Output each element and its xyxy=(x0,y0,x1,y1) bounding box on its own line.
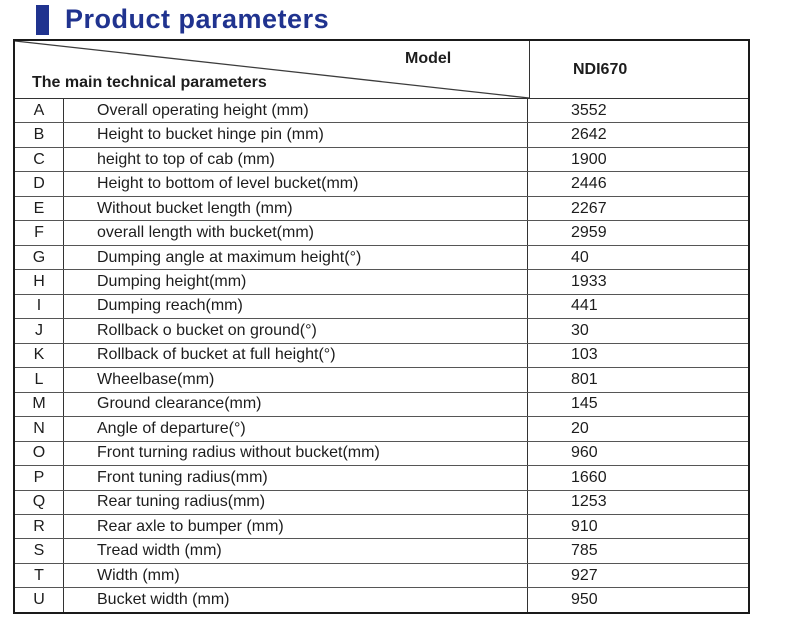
row-value: 927 xyxy=(571,566,598,584)
row-value: 145 xyxy=(571,395,598,413)
row-value: 40 xyxy=(571,248,589,266)
spec-table xyxy=(13,39,750,614)
page-title: Product parameters xyxy=(65,4,330,34)
row-parameter: overall length with bucket(mm) xyxy=(64,221,528,244)
row-parameter: Dumping angle at maximum height(°) xyxy=(64,246,528,269)
row-value: 950 xyxy=(571,591,598,609)
title-accent-bar-icon xyxy=(36,5,49,35)
header-model-value-cell: NDI670 xyxy=(573,60,628,78)
row-key: F xyxy=(15,221,64,244)
table-row xyxy=(15,344,748,368)
row-key: E xyxy=(15,197,64,220)
row-parameter: Rollback o bucket on ground(°) xyxy=(64,319,528,342)
row-value: 103 xyxy=(571,346,598,364)
row-key: A xyxy=(15,99,64,122)
row-parameter: Rear axle to bumper (mm) xyxy=(64,515,528,538)
row-key: G xyxy=(15,246,64,269)
row-key: B xyxy=(15,123,64,146)
table-row xyxy=(15,270,748,294)
row-key: P xyxy=(15,466,64,489)
table-row xyxy=(15,588,748,611)
section-title-row xyxy=(36,4,329,35)
row-value: 2642 xyxy=(571,126,607,144)
table-header-row xyxy=(15,41,748,99)
table-row xyxy=(15,295,748,319)
row-value: 1253 xyxy=(571,493,607,511)
row-value: 960 xyxy=(571,444,598,462)
header-diagonal-cell xyxy=(15,41,530,98)
row-value: 1933 xyxy=(571,273,607,291)
table-row xyxy=(15,368,748,392)
row-key: M xyxy=(15,393,64,416)
row-value: 785 xyxy=(571,542,598,560)
row-parameter: Height to bucket hinge pin (mm) xyxy=(64,123,528,146)
row-key: C xyxy=(15,148,64,171)
table-row xyxy=(15,99,748,123)
row-key: Q xyxy=(15,491,64,514)
row-key: S xyxy=(15,539,64,562)
table-row xyxy=(15,123,748,147)
table-row xyxy=(15,246,748,270)
row-value: 30 xyxy=(571,321,589,339)
row-parameter: Wheelbase(mm) xyxy=(64,368,528,391)
row-parameter: Width (mm) xyxy=(64,564,528,587)
row-value: 910 xyxy=(571,517,598,535)
row-key: U xyxy=(15,588,64,611)
table-row xyxy=(15,466,748,490)
row-value: 441 xyxy=(571,297,598,315)
row-key: J xyxy=(15,319,64,342)
row-parameter: Bucket width (mm) xyxy=(64,588,528,611)
row-key: L xyxy=(15,368,64,391)
table-row xyxy=(15,515,748,539)
table-row xyxy=(15,319,748,343)
row-parameter: Tread width (mm) xyxy=(64,539,528,562)
row-parameter: Without bucket length (mm) xyxy=(64,197,528,220)
row-parameter: Rollback of bucket at full height(°) xyxy=(64,344,528,367)
row-value: 2959 xyxy=(571,224,607,242)
table-row xyxy=(15,393,748,417)
table-row xyxy=(15,491,748,515)
row-parameter: height to top of cab (mm) xyxy=(64,148,528,171)
table-row xyxy=(15,539,748,563)
row-parameter: Front turning radius without bucket(mm) xyxy=(64,442,528,465)
row-parameter: Angle of departure(°) xyxy=(64,417,528,440)
row-value: 2267 xyxy=(571,199,607,217)
row-parameter: Overall operating height (mm) xyxy=(64,99,528,122)
row-parameter: Dumping height(mm) xyxy=(64,270,528,293)
row-parameter: Height to bottom of level bucket(mm) xyxy=(64,172,528,195)
table-row xyxy=(15,442,748,466)
row-key: N xyxy=(15,417,64,440)
table-row xyxy=(15,417,748,441)
row-key: H xyxy=(15,270,64,293)
table-row xyxy=(15,221,748,245)
table-row xyxy=(15,564,748,588)
row-key: T xyxy=(15,564,64,587)
row-value: 20 xyxy=(571,419,589,437)
table-row xyxy=(15,197,748,221)
row-value: 1660 xyxy=(571,468,607,486)
row-key: K xyxy=(15,344,64,367)
row-key: I xyxy=(15,295,64,318)
row-key: D xyxy=(15,172,64,195)
row-value: 1900 xyxy=(571,150,607,168)
row-parameter: Rear tuning radius(mm) xyxy=(64,491,528,514)
row-value: 2446 xyxy=(571,175,607,193)
row-parameter: Front tuning radius(mm) xyxy=(64,466,528,489)
row-value: 3552 xyxy=(571,101,607,119)
row-key: R xyxy=(15,515,64,538)
row-key: O xyxy=(15,442,64,465)
table-row xyxy=(15,148,748,172)
table-body xyxy=(15,99,748,612)
row-parameter: Dumping reach(mm) xyxy=(64,295,528,318)
header-model-label: Model xyxy=(405,50,452,67)
row-value: 801 xyxy=(571,370,598,388)
header-parameters-label: The main technical parameters xyxy=(32,74,267,91)
row-parameter: Ground clearance(mm) xyxy=(64,393,528,416)
table-row xyxy=(15,172,748,196)
